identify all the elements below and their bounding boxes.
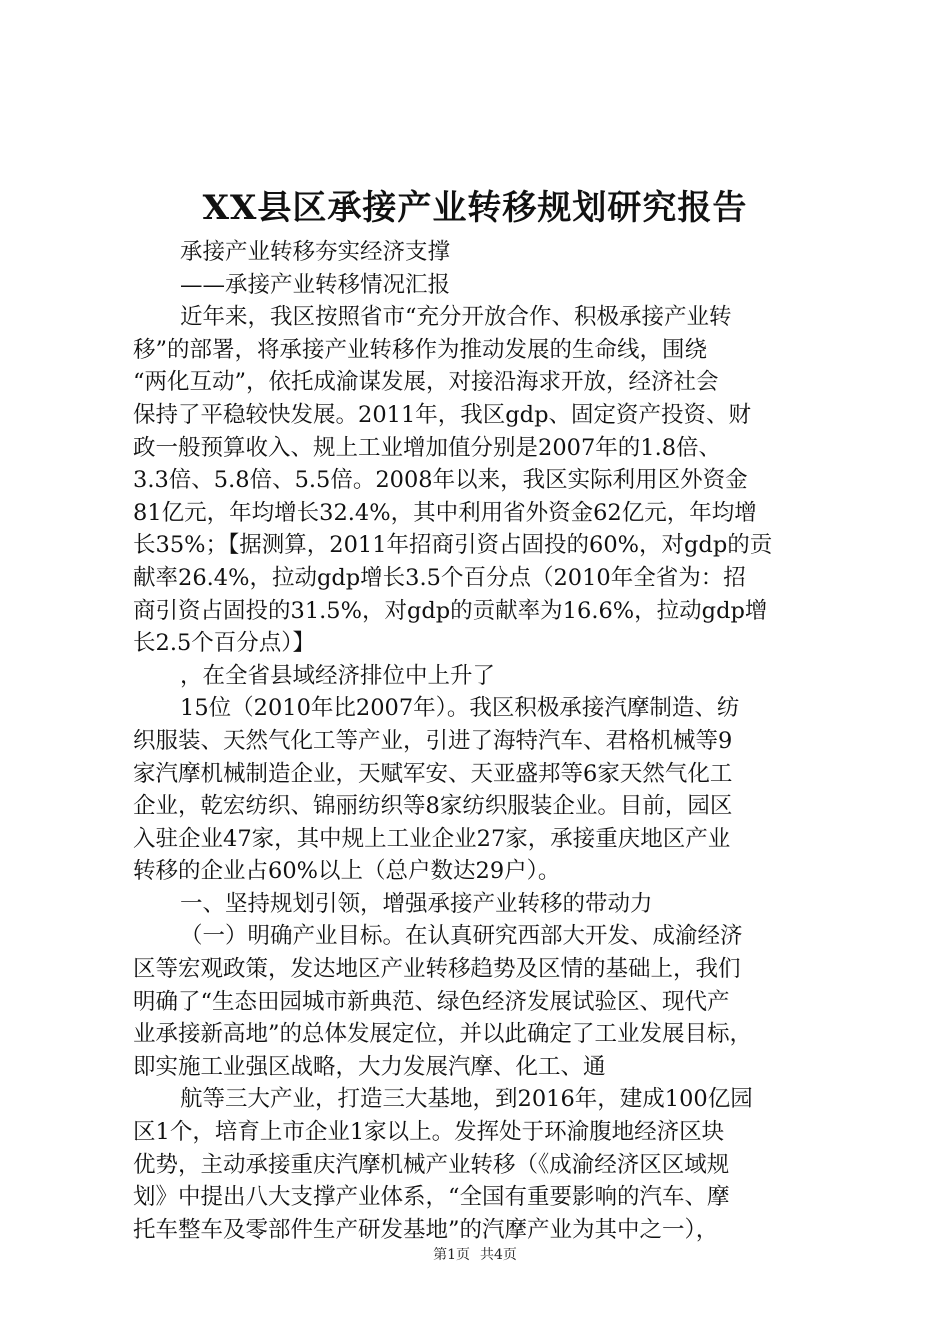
body-line: 业承接新高地”的总体发展定位，并以此确定了工业发展目标， <box>133 1021 753 1048</box>
body-line: 保持了平稳较快发展。2011年，我区gdp、固定资产投资、财 <box>133 401 751 428</box>
body-line: 献率26.4%，拉动gdp增长3.5个百分点（2010年全省为：招 <box>133 564 746 591</box>
document-title: XX县区承接产业转移规划研究报告 <box>202 188 748 228</box>
body-line: 15位（2010年比2007年）。我区积极承接汽摩制造、纺 <box>180 695 740 722</box>
body-line: 移”的部署，将承接产业转移作为推动发展的生命线，围绕 <box>133 336 708 363</box>
body-line: 航等三大产业，打造三大基地，到2016年，建成100亿园 <box>180 1086 753 1113</box>
body-line: 入驻企业47家，其中规上工业企业27家，承接重庆地区产业 <box>133 825 731 852</box>
page-footer <box>0 1245 950 1265</box>
body-line: 转移的企业占60%以上（总户数达29户）。 <box>133 858 561 885</box>
body-line: 托车整车及零部件生产研发基地”的汽摩产业为其中之一）， <box>133 1216 719 1243</box>
body-line: 政一般预算收入、规上工业增加值分别是2007年的1.8倍、 <box>133 434 722 461</box>
body-line: 织服装、天然气化工等产业，引进了海特汽车、君格机械等9 <box>133 727 733 754</box>
body-line: 近年来，我区按照省市“充分开放合作、积极承接产业转 <box>180 304 732 331</box>
body-line: 企业，乾宏纺织、锦丽纺织等8家纺织服装企业。目前，园区 <box>133 793 733 820</box>
body-line: ，在全省县域经济排位中上升了 <box>180 662 496 689</box>
body-line: 商引资占固投的31.5%，对gdp的贡献率为16.6%，拉动gdp增 <box>133 597 768 624</box>
body-line: 区1个，培育上市企业1家以上。发挥处于环渝腹地经济区块 <box>133 1119 725 1146</box>
body-line: 明确了“生态田园城市新典范、绿色经济发展试验区、现代产 <box>133 988 730 1015</box>
page-number: 第1页 <box>433 1247 470 1263</box>
body-line: 承接产业转移夯实经济支撑 <box>180 239 451 265</box>
page-total: 共4页 <box>480 1247 517 1263</box>
body-line: “两化互动”，依托成渝谋发展，对接沿海求开放，经济社会 <box>133 369 719 396</box>
body-line: 家汽摩机械制造企业，天赋军安、天亚盛邦等6家天然气化工 <box>133 760 733 787</box>
body-line: 区等宏观政策，发达地区产业转移趋势及区情的基础上，我们 <box>133 956 741 983</box>
body-line: 长2.5个百分点）】 <box>133 630 316 657</box>
body-line: （一）明确产业目标。在认真研究西部大开发、成渝经济 <box>180 923 743 950</box>
body-line: ——承接产业转移情况汇报 <box>180 271 451 298</box>
body-line: 一、坚持规划引领，增强承接产业转移的带动力 <box>180 890 653 917</box>
body-line: 优势，主动承接重庆汽摩机械产业转移（《成渝经济区区域规 <box>133 1151 730 1178</box>
body-line: 划》中提出八大支撑产业体系，“全国有重要影响的汽车、摩 <box>133 1184 730 1211</box>
body-line: 即实施工业强区战略，大力发展汽摩、化工、通 <box>133 1053 606 1080</box>
document-body <box>133 236 833 1246</box>
body-line: 3.3倍、5.8倍、5.5倍。2008年以来，我区实际利用区外资金 <box>133 467 748 494</box>
body-line: 81亿元，年均增长32.4%，其中利用省外资金62亿元，年均增 <box>133 499 757 526</box>
body-line: 长35%；【据测算，2011年招商引资占固投的60%，对gdp的贡 <box>133 532 773 559</box>
